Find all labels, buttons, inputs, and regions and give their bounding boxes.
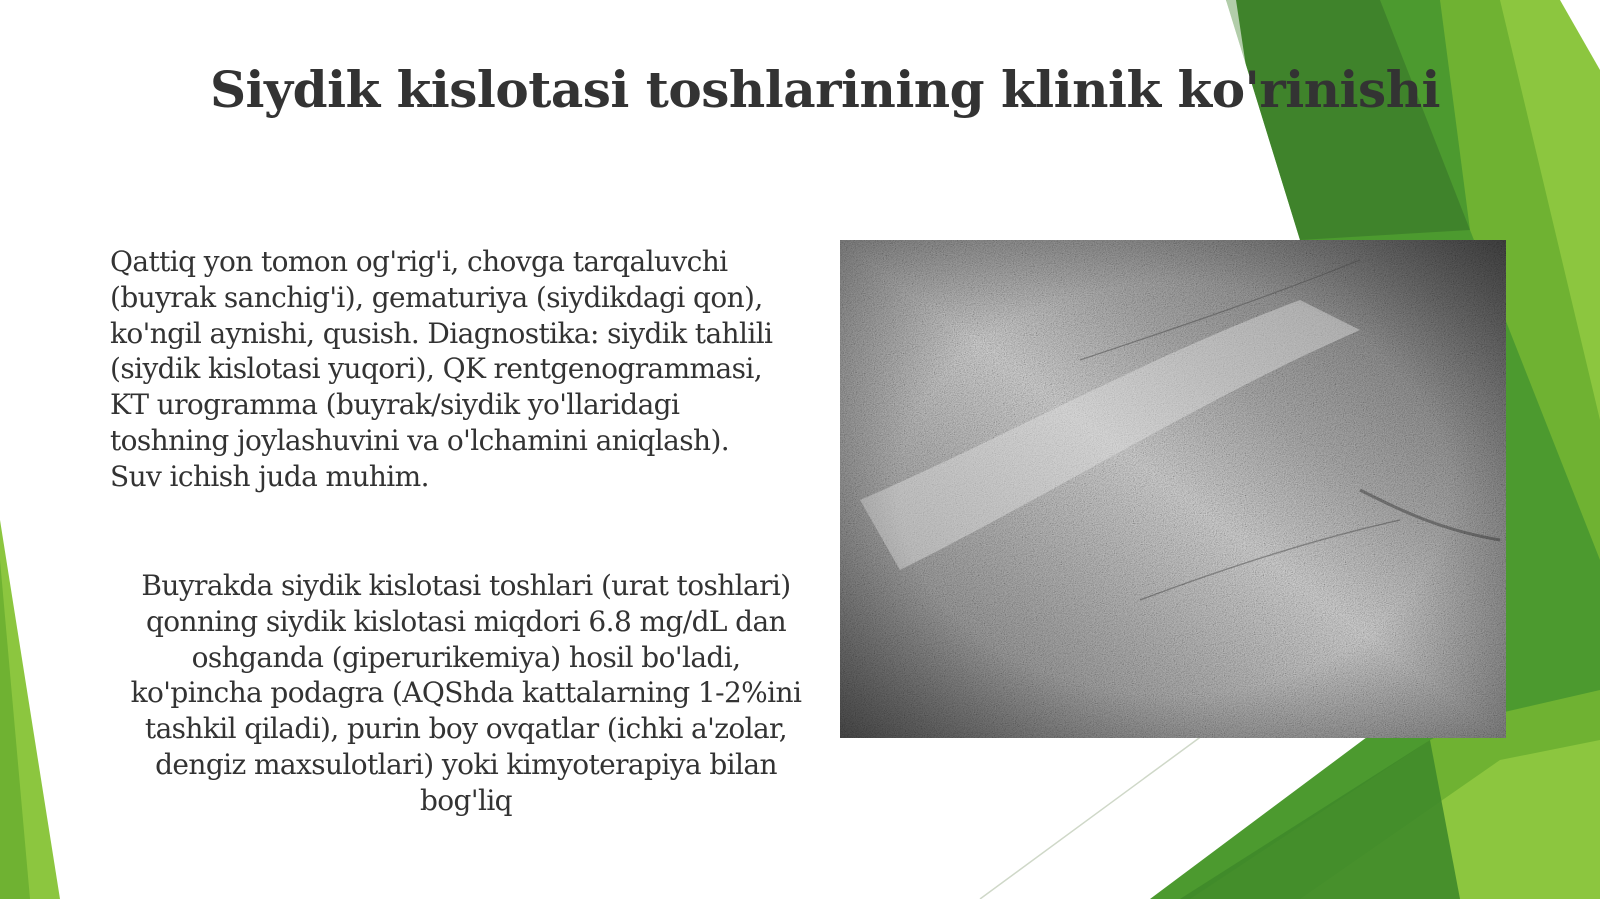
causes-paragraph: Buyrakda siydik kislotasi toshlari (urat toshlari) qonning siydik kislotasi miqdori 6.8 mg/dL dan oshganda (giperurikemiya) hosil bo'ladi, ko'pincha podagra (AQShda kattalarning 1-2%ini tashkil qiladi), purin boy ovqatlar (ichki a'zolar, dengiz maxsulotlari) yoki kimyoterapiya bilan bog'liq <box>130 569 802 817</box>
uric-acid-stone-photo <box>840 240 1506 738</box>
slide-title: Siydik kislotasi toshlarining klinik ko'rinishi <box>209 60 1441 119</box>
symptoms-paragraph: Qattiq yon tomon og'rig'i, chovga tarqaluvchi (buyrak sanchig'i), gematuriya (siydikdagi qon), ko'ngil aynishi, qusish. Diagnostika: siydik tahlili (siydik kislotasi yuqori), QK rentgenogrammasi, KT urogramma (buyrak/siydik yo'llaridagi toshning joylashuvini va o'lchamini aniqlash). Suv ichish juda muhim. <box>110 245 773 493</box>
